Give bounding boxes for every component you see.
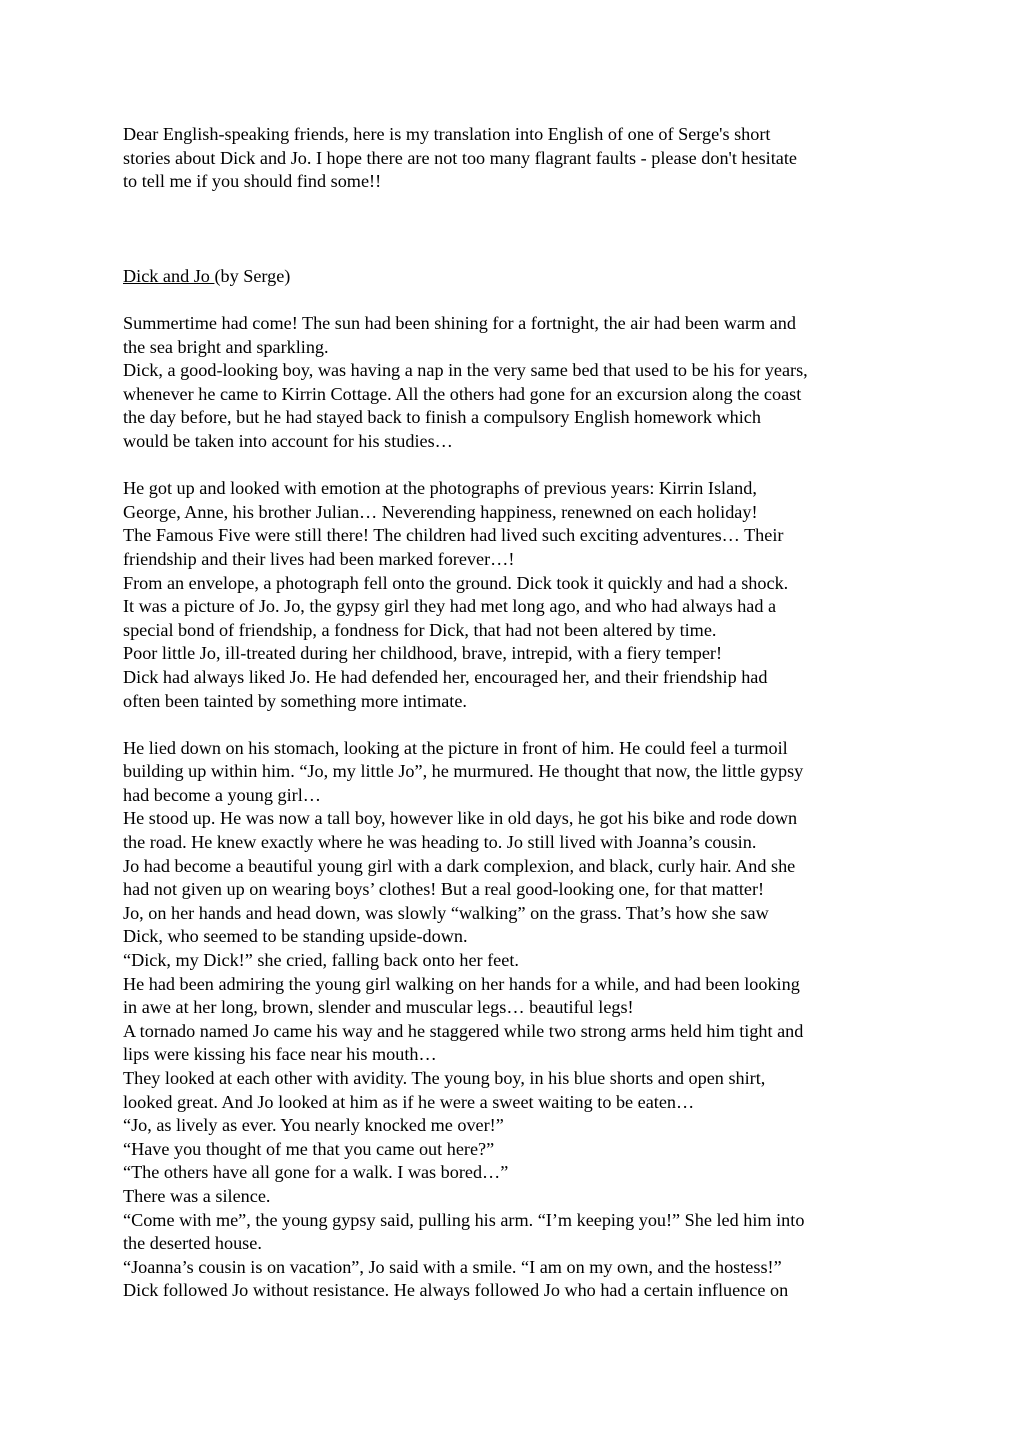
story-title	[123, 265, 913, 289]
story-paragraph: Dick, a good-looking boy, was having a nap in the very same bed that used to be his for years, whenever he came to Kirrin Cottage. All the others had gone for an excursion along the coast the day before, but he had stayed back to finish a compulsory English homework which would be taken into account for his studies…	[123, 360, 808, 451]
dialogue-line: “Joanna’s cousin is on vacation”, Jo said with a smile. “I am on my own, and the hostess!”	[123, 1256, 782, 1277]
dialogue-line: “The others have all gone for a walk. I was bored…”	[123, 1162, 509, 1183]
story-paragraph: They looked at each other with avidity. The young boy, in his blue shorts and open shirt, looked great. And Jo looked at him as if he were a sweet waiting to be eaten…	[123, 1068, 766, 1112]
story-paragraph: Jo had become a beautiful young girl with a dark complexion, and black, curly hair. And she had not given up on wearing boys’ clothes! But a real good-looking one, for that matter!	[123, 855, 796, 900]
intro-paragraph	[123, 123, 913, 194]
story-paragraph: He stood up. He was now a tall boy, however like in old days, he got his bike and rode down the road. He knew exactly where he was heading to. Jo still lived with Joanna’s cousin.	[123, 808, 798, 853]
story-title-author: (by Serge)	[214, 266, 291, 286]
story-paragraph: Dick had always liked Jo. He had defended her, encouraged her, and their friendship had often been tainted by something more intimate.	[123, 666, 768, 711]
story-paragraph: He lied down on his stomach, looking at the picture in front of him. He could feel a turmoil building up within him. “Jo, my little Jo”, he murmured. He thought that now, the little gypsy had become a young girl…	[123, 737, 804, 805]
blank-line	[123, 713, 913, 737]
story-paragraph: He got up and looked with emotion at the photographs of previous years: Kirrin Island, George, Anne, his brother Julian… Neverending happiness, renewned on each holiday!	[123, 478, 758, 522]
story-paragraph: “Dick, my Dick!” she cried, falling back onto her feet.	[123, 950, 519, 971]
intro-text: Dear English-speaking friends, here is my translation into English of one of Serge's short stories about Dick and Jo. I hope there are not too many flagrant faults - please don't hesitate to tell me if you should find some!!	[123, 124, 797, 192]
story-title-line	[123, 265, 913, 289]
story-paragraph: The Famous Five were still there! The children had lived such exciting adventures… Their friendship and their lives had been marked forever…!	[123, 525, 784, 569]
dialogue-line: “Have you thought of me that you came out here?”	[123, 1138, 495, 1159]
story-paragraph: Summertime had come! The sun had been shining for a fortnight, the air had been warm and the sea bright and sparkling.	[123, 313, 796, 357]
story-body	[123, 312, 913, 1303]
story-paragraph: It was a picture of Jo. Jo, the gypsy girl they had met long ago, and who had always had a special bond of friendship, a fondness for Dick, that had not been altered by time.	[123, 596, 777, 640]
blank-line	[123, 454, 913, 478]
story-paragraph: He had been admiring the young girl walking on her hands for a while, and had been looking in awe at her long, brown, slender and muscular legs… beautiful legs!	[123, 973, 800, 1018]
story-paragraph: Jo, on her hands and head down, was slowly “walking” on the grass. That’s how she saw Dick, who seemed to be standing upside-down.	[123, 902, 769, 947]
story-paragraph: Dick followed Jo without resistance. He always followed Jo who had a certain influence on	[123, 1280, 789, 1301]
dialogue-line: “Come with me”, the young gypsy said, pulling his arm. “I’m keeping you!” She led him into the deserted house.	[123, 1209, 805, 1254]
story-paragraph: Poor little Jo, ill-treated during her childhood, brave, intrepid, with a fiery temper!	[123, 643, 723, 664]
story-paragraph: There was a silence.	[123, 1185, 271, 1206]
story-paragraph: A tornado named Jo came his way and he staggered while two strong arms held him tight and lips were kissing his face near his mouth…	[123, 1020, 804, 1065]
story-title-underlined: Dick and Jo	[123, 266, 215, 286]
dialogue-line: “Jo, as lively as ever. You nearly knocked me over!”	[123, 1115, 504, 1136]
story-paragraph: From an envelope, a photograph fell onto the ground. Dick took it quickly and had a shock.	[123, 572, 789, 593]
